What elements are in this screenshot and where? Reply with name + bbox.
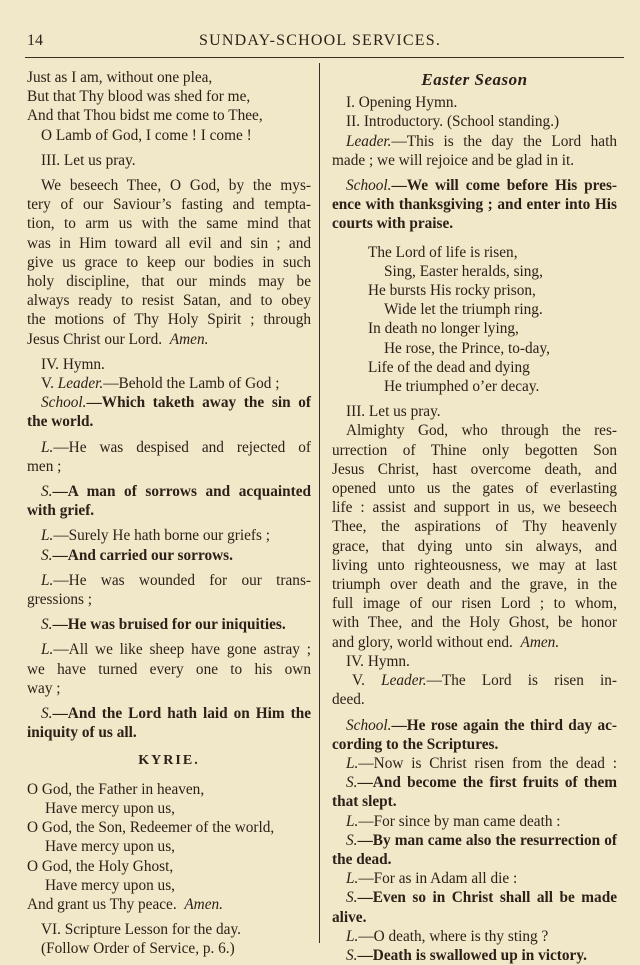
responsive-line: L.—For as in Adam all die : [346, 870, 518, 888]
responsive-line: deed. [332, 691, 365, 709]
kyrie-line: O God, the Father in heaven, [27, 780, 205, 798]
prayer-line: triumph over death and the grave, in the [332, 576, 617, 594]
prayer-line: tion, to arm us with the same mind that [27, 215, 311, 233]
verse-line: Just as I am, without one plea, [27, 69, 213, 86]
responsive-line: men ; [27, 457, 62, 475]
prayer-line: living unto righteousness, we may at last [332, 556, 617, 574]
responsive-line: L.—Now is Christ risen from the dead : [346, 754, 617, 772]
responsive-line: cording to the Scriptures. [332, 735, 499, 753]
responsive-line: S.—And carried our sorrows. [41, 546, 233, 564]
item-scripture: VI. Scripture Lesson for the day. [41, 921, 241, 939]
amen: Amen. [184, 895, 223, 913]
hymn-line: He triumphed o’er decay. [384, 378, 540, 396]
responsive-line: School.—Which taketh away the sin of [41, 394, 311, 412]
prayer-line: holy discipline, that our minds may be [27, 273, 311, 291]
responsive-line: Leader.—This is the day the Lord hath [346, 132, 617, 150]
responsive-line: School.—He rose again the third day ac- [346, 716, 617, 734]
prayer-line: Jesus Christ our Lord. Amen. [27, 330, 209, 348]
prayer-line: always ready to resist Satan, and to obey [27, 292, 311, 310]
responsive-line: iniquity of us all. [27, 724, 137, 742]
page-number: 14 [27, 32, 43, 49]
responsive-line: School.—We will come before His pres- [346, 177, 617, 195]
prayer-line: and glory, world without end. Amen. [332, 633, 560, 651]
prayer-line: Jesus Christ, hast overcome death, and [332, 460, 617, 478]
responsive-line: L.—For since by man came death : [346, 812, 561, 830]
prayer-line: full image of our risen Lord ; to whom, [332, 595, 617, 613]
item-introductory: II. Introductory. (School standing.) [346, 113, 560, 131]
responsive-line: made ; we will rejoice and be glad in it. [332, 151, 575, 169]
prayer-line: opened unto us the gates of everlasting [332, 480, 617, 498]
kyrie-line: Have mercy upon us, [45, 876, 175, 894]
responsive-line: way ; [27, 679, 61, 697]
prayer-line: grace, that dying unto sin always, and [332, 537, 617, 555]
kyrie-heading: KYRIE. [138, 752, 200, 768]
prayer-line: Thee, the aspirations of Thy heavenly [332, 518, 617, 536]
section-title: Easter Season [421, 70, 528, 89]
responsive-line: we have turned every one to his own [27, 660, 311, 678]
responsive-line: V. Leader.—The Lord is risen in- [352, 672, 618, 690]
left-column [27, 68, 311, 959]
prayer-line: tery of our Saviour’s fasting and tempta- [27, 196, 311, 214]
item-pray: III. Let us pray. [41, 151, 136, 169]
running-title: SUNDAY-SCHOOL SERVICES. [198, 32, 442, 49]
verse-line: O Lamb of God, I come ! I come ! [41, 126, 252, 144]
responsive-line: S.—Even so in Christ shall all be made [346, 889, 617, 907]
kyrie-line: O God, the Son, Redeemer of the world, [27, 819, 275, 837]
prayer-line: give us grace to keep our bodies in such [27, 253, 311, 271]
responsive-line: L.—O death, where is thy sting ? [346, 927, 549, 945]
responsive-line: S.—Death is swallowed up in victory. [346, 946, 587, 964]
right-column [332, 68, 617, 965]
hymn-line: In death no longer lying, [368, 320, 519, 338]
item-opening-hymn: I. Opening Hymn. [346, 94, 458, 112]
prayer-line: with Thee, and the Holy Ghost, be honor [332, 614, 617, 632]
responsive-line: L.—Surely He hath borne our griefs ; [41, 527, 270, 545]
kyrie-line: And grant us Thy peace. Amen. [27, 895, 223, 913]
responsive-line: S.—By man came also the resurrection of [346, 831, 617, 849]
item-hymn: IV. Hymn. [41, 355, 105, 373]
responsive-line: courts with praise. [332, 215, 454, 233]
prayer-line: urrection of Thine only begotten Son [332, 441, 617, 459]
item-pray: III. Let us pray. [346, 403, 441, 421]
verse-line: And that Thou bidst me come to Thee, [27, 107, 263, 125]
kyrie-line: Have mercy upon us, [45, 799, 175, 817]
page-header [0, 30, 640, 54]
responsive-line: with grief. [27, 502, 95, 520]
header-rule [25, 57, 624, 58]
responsive-line: L.—He was wounded for our trans- [41, 571, 311, 589]
item-scripture-note: (Follow Order of Service, p. 6.) [41, 940, 235, 958]
item-hymn: IV. Hymn. [346, 652, 410, 670]
hymn-line: Wide let the triumph ring. [384, 301, 543, 319]
responsive-line: S.—And become the first fruits of them [346, 774, 617, 792]
prayer-line: was in Him toward all evil and sin ; and [27, 234, 311, 252]
responsive-line: L.—All we like sheep have gone astray ; [41, 641, 311, 659]
responsive-line: that slept. [332, 793, 397, 811]
hymn-line: He rose, the Prince, to-day, [384, 339, 550, 357]
hymn-line: Life of the dead and dying [368, 358, 530, 376]
prayer-line: We beseech Thee, O God, by the mys- [41, 177, 311, 195]
responsive-line: alive. [332, 908, 367, 926]
responsive-line: S.—And the Lord hath laid on Him the [41, 705, 311, 723]
responsive-line: ence with thanksgiving ; and enter into His [332, 196, 617, 214]
amen: Amen. [169, 330, 209, 348]
amen: Amen. [520, 633, 560, 651]
prayer-line: life : assist and support in us, we beseech [332, 499, 617, 517]
responsive-line: L.—He was despised and rejected of [41, 438, 311, 456]
kyrie-line: Have mercy upon us, [45, 838, 175, 856]
hymn-line: Sing, Easter heralds, sing, [384, 262, 543, 280]
responsive-line: gressions ; [27, 591, 93, 609]
prayer-line: Almighty God, who through the res- [346, 422, 617, 440]
verse-line: But that Thy blood was shed for me, [27, 88, 251, 106]
responsive-line: the dead. [332, 850, 392, 868]
column-divider [319, 63, 320, 943]
responsive-line: S.—A man of sorrows and acquainted [41, 483, 311, 501]
prayer-line: the motions of Thy Holy Spirit ; through [27, 311, 311, 329]
responsive-line: V. Leader.—Behold the Lamb of God ; [41, 375, 280, 393]
hymn-line: He bursts His rocky prison, [368, 282, 536, 300]
hymn-line: The Lord of life is risen, [368, 243, 518, 261]
kyrie-line: O God, the Holy Ghost, [27, 857, 174, 875]
responsive-line: the world. [27, 413, 94, 431]
responsive-line: S.—He was bruised for our iniquities. [41, 616, 286, 634]
